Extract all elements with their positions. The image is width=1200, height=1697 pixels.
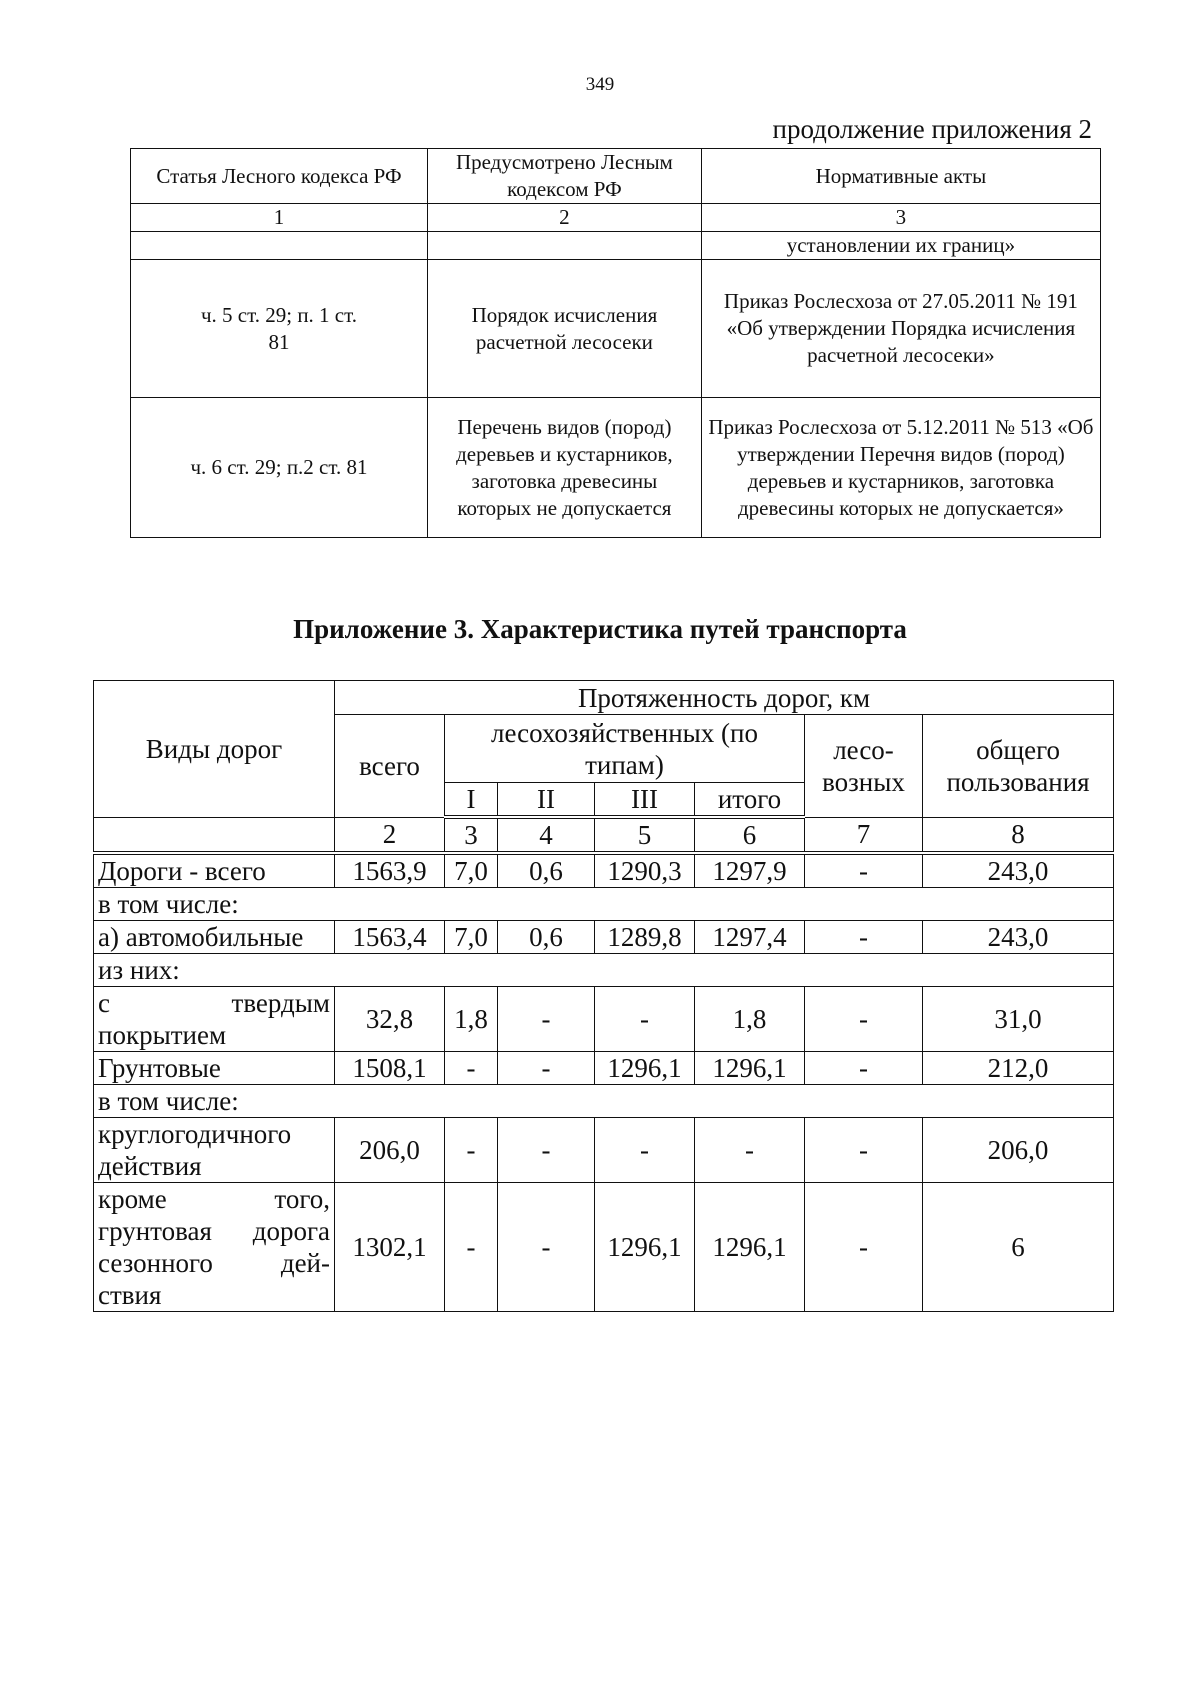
table-cell: Приказ Рослесхоза от 27.05.2011 № 191 «Об утверждении Порядка исчисления расчетной лесосеки» bbox=[701, 260, 1100, 398]
table-cell bbox=[428, 232, 702, 260]
header-cell: Статья Лесного кодекса РФ bbox=[131, 149, 428, 204]
section-row bbox=[94, 1085, 1114, 1118]
column-number-row bbox=[94, 817, 1114, 853]
value-cell: 243,0 bbox=[923, 921, 1114, 954]
row-label: Дороги - всего bbox=[94, 853, 335, 888]
value-cell: - bbox=[445, 1118, 498, 1183]
table-cell: Приказ Рослесхоза от 5.12.2011 № 513 «Об утверждении Перечня видов (пород) деревьев и кустарников, заготовка древесины которых не допускается» bbox=[701, 398, 1100, 538]
section-label: в том числе: bbox=[94, 888, 1114, 921]
table-row bbox=[94, 987, 1114, 1052]
value-cell: 1297,9 bbox=[695, 853, 805, 888]
value-cell: 1296,1 bbox=[595, 1183, 695, 1312]
value-cell: 1,8 bbox=[445, 987, 498, 1052]
value-cell: 31,0 bbox=[923, 987, 1114, 1052]
value-cell: 212,0 bbox=[923, 1052, 1114, 1085]
value-cell: - bbox=[498, 1183, 595, 1312]
column-number: 6 bbox=[695, 817, 805, 853]
value-cell: 1302,1 bbox=[335, 1183, 445, 1312]
value-cell: - bbox=[805, 921, 923, 954]
value-cell: - bbox=[595, 1118, 695, 1183]
table-cell: установлении их границ» bbox=[701, 232, 1100, 260]
value-cell: - bbox=[695, 1118, 805, 1183]
table-cell: Порядок исчисления расчетной лесосеки bbox=[428, 260, 702, 398]
table-header-row bbox=[94, 681, 1114, 715]
forestry-header: лесохозяйственных (по типам) bbox=[445, 715, 805, 783]
column-number: 3 bbox=[701, 204, 1100, 232]
value-cell: - bbox=[498, 1118, 595, 1183]
type-header: I bbox=[445, 783, 498, 818]
value-cell: 1563,9 bbox=[335, 853, 445, 888]
table-row bbox=[94, 921, 1114, 954]
value-cell: 243,0 bbox=[923, 853, 1114, 888]
table-row bbox=[131, 260, 1101, 398]
column-number: 7 bbox=[805, 817, 923, 853]
column-number: 4 bbox=[498, 817, 595, 853]
value-cell: 1296,1 bbox=[595, 1052, 695, 1085]
value-cell: 1296,1 bbox=[695, 1183, 805, 1312]
logging-header: лесо-возных bbox=[805, 715, 923, 818]
value-cell: 206,0 bbox=[923, 1118, 1114, 1183]
header-cell: Предусмотрено Лесным кодексом РФ bbox=[428, 149, 702, 204]
column-number-row bbox=[131, 204, 1101, 232]
value-cell: 1290,3 bbox=[595, 853, 695, 888]
value-cell: - bbox=[805, 987, 923, 1052]
table-body bbox=[94, 853, 1114, 1312]
section-label: из них: bbox=[94, 954, 1114, 987]
value-cell: 0,6 bbox=[498, 921, 595, 954]
column-number: 1 bbox=[131, 204, 428, 232]
regulations-table bbox=[130, 148, 1101, 538]
value-cell: - bbox=[805, 853, 923, 888]
page-number: 349 bbox=[585, 74, 615, 95]
value-cell: - bbox=[498, 1052, 595, 1085]
length-header: Протяженность дорог, км bbox=[335, 681, 1114, 715]
type-header: итого bbox=[695, 783, 805, 818]
continuation-label: продолжение приложения 2 bbox=[772, 114, 1092, 144]
appendix-heading: Приложение 3. Характеристика путей транспорта bbox=[293, 614, 907, 644]
table-cell bbox=[131, 232, 428, 260]
table-row bbox=[131, 398, 1101, 538]
table-row bbox=[94, 853, 1114, 888]
table-header-row bbox=[131, 149, 1101, 204]
value-cell: - bbox=[445, 1052, 498, 1085]
table-cell: Перечень видов (пород) деревьев и кустарников, заготовка древесины которых не допускается bbox=[428, 398, 702, 538]
table-cell: ч. 5 ст. 29; п. 1 ст. 81 bbox=[131, 260, 428, 398]
column-number: 3 bbox=[445, 817, 498, 853]
value-cell: 206,0 bbox=[335, 1118, 445, 1183]
section-row bbox=[94, 888, 1114, 921]
value-cell: - bbox=[805, 1118, 923, 1183]
section-label: в том числе: bbox=[94, 1085, 1114, 1118]
value-cell: 1297,4 bbox=[695, 921, 805, 954]
type-header: III bbox=[595, 783, 695, 818]
value-cell: 1289,8 bbox=[595, 921, 695, 954]
transport-routes-table bbox=[93, 680, 1114, 1312]
value-cell: - bbox=[498, 987, 595, 1052]
value-cell: 0,6 bbox=[498, 853, 595, 888]
column-number: 2 bbox=[428, 204, 702, 232]
column-number: 8 bbox=[923, 817, 1114, 853]
table-row bbox=[94, 1052, 1114, 1085]
value-cell: - bbox=[805, 1052, 923, 1085]
road-types-header: Виды дорог bbox=[94, 681, 335, 818]
column-number: 5 bbox=[595, 817, 695, 853]
value-cell: 1,8 bbox=[695, 987, 805, 1052]
value-cell: 7,0 bbox=[445, 921, 498, 954]
type-header: II bbox=[498, 783, 595, 818]
value-cell: 1563,4 bbox=[335, 921, 445, 954]
row-label: Грунтовые bbox=[94, 1052, 335, 1085]
section-row bbox=[94, 954, 1114, 987]
value-cell: 7,0 bbox=[445, 853, 498, 888]
row-label: а) автомобильные bbox=[94, 921, 335, 954]
value-cell: - bbox=[805, 1183, 923, 1312]
row-label: круглогодичного действия bbox=[94, 1118, 335, 1183]
table-row bbox=[94, 1183, 1114, 1312]
value-cell: 32,8 bbox=[335, 987, 445, 1052]
value-cell: - bbox=[445, 1183, 498, 1312]
table-row bbox=[131, 232, 1101, 260]
column-number: 2 bbox=[335, 817, 445, 853]
table-cell: ч. 6 ст. 29; п.2 ст. 81 bbox=[131, 398, 428, 538]
row-label: с твердым покрытием bbox=[94, 987, 335, 1052]
value-cell: 1296,1 bbox=[695, 1052, 805, 1085]
column-number bbox=[94, 817, 335, 853]
public-use-header: общего пользования bbox=[923, 715, 1114, 818]
header-cell: Нормативные акты bbox=[701, 149, 1100, 204]
value-cell: 6 bbox=[923, 1183, 1114, 1312]
value-cell: - bbox=[595, 987, 695, 1052]
table-row bbox=[94, 1118, 1114, 1183]
total-header: всего bbox=[335, 715, 445, 818]
value-cell: 1508,1 bbox=[335, 1052, 445, 1085]
row-label: кроме того, грунтовая дорога сезонного дей-ствия bbox=[94, 1183, 335, 1312]
